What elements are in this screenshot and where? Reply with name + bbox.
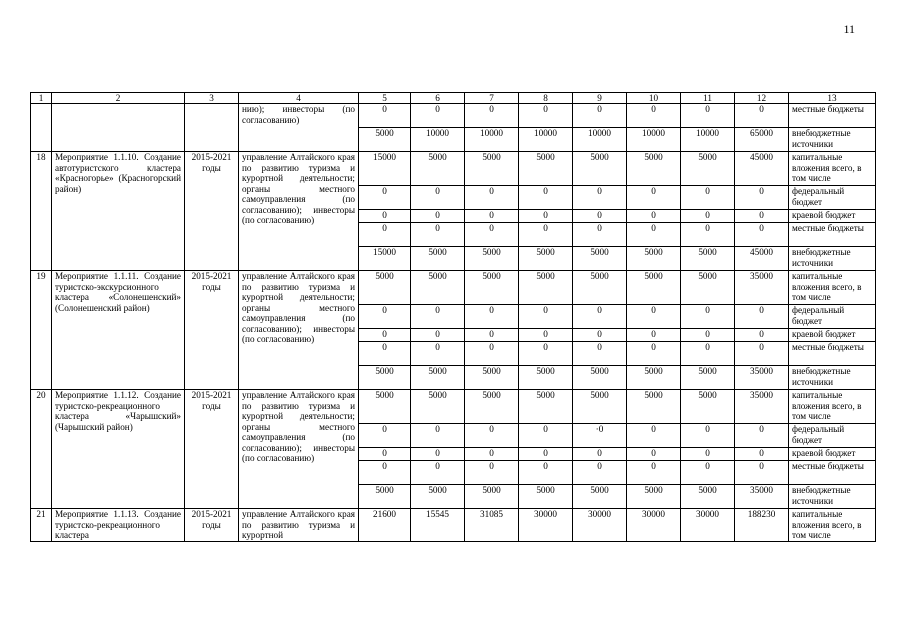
value-cell: 0	[359, 186, 411, 210]
value-cell: 0	[627, 329, 681, 342]
value-cell: ·0	[573, 424, 627, 448]
value-cell: 10000	[519, 128, 573, 152]
value-cell: 0	[411, 210, 465, 223]
org-cell: управление Алтайского края по развитию туризма и курортной деятельности; органы местного самоуправления (по согласованию); инвесторы (по согласованию)	[239, 152, 359, 271]
source-cell: капитальные вложения всего, в том числе	[789, 390, 876, 424]
value-cell: 0	[627, 342, 681, 366]
value-cell: 0	[627, 223, 681, 247]
source-cell: капитальные вложения всего, в том числе	[789, 271, 876, 305]
header-cell: 8	[519, 93, 573, 104]
value-cell: 45000	[735, 247, 789, 271]
source-cell: внебюджетные источники	[789, 247, 876, 271]
header-cell: 3	[185, 93, 239, 104]
value-cell: 5000	[359, 366, 411, 390]
table-row	[31, 509, 876, 542]
header-cell: 5	[359, 93, 411, 104]
value-cell: 0	[359, 104, 411, 128]
value-cell: 0	[359, 329, 411, 342]
value-cell: 0	[359, 448, 411, 461]
value-cell: 0	[681, 448, 735, 461]
value-cell: 0	[519, 223, 573, 247]
value-cell: 35000	[735, 485, 789, 509]
value-cell: 0	[519, 342, 573, 366]
value-cell: 45000	[735, 152, 789, 186]
years-cell: 2015-2021 годы	[185, 509, 239, 542]
value-cell: 0	[627, 424, 681, 448]
value-cell: 0	[411, 329, 465, 342]
org-cell: нию); инвесторы (по согласованию)	[239, 104, 359, 152]
value-cell: 0	[573, 223, 627, 247]
value-cell: 0	[573, 448, 627, 461]
value-cell: 0	[735, 424, 789, 448]
value-cell: 5000	[465, 247, 519, 271]
value-cell: 10000	[681, 128, 735, 152]
value-cell: 0	[681, 342, 735, 366]
value-cell: 5000	[411, 271, 465, 305]
title-cell: Мероприятие 1.1.11. Создание туристско-экскурсионного кластера «Солонешенский» (Солонешенский район)	[52, 271, 185, 390]
row-number-cell	[31, 104, 52, 152]
source-cell: федеральный бюджет	[789, 186, 876, 210]
table-row	[31, 271, 876, 305]
value-cell: 0	[411, 223, 465, 247]
value-cell: 0	[519, 448, 573, 461]
value-cell: 10000	[627, 128, 681, 152]
source-cell: внебюджетные источники	[789, 366, 876, 390]
value-cell: 35000	[735, 390, 789, 424]
value-cell: 5000	[573, 366, 627, 390]
title-cell	[52, 104, 185, 152]
value-cell: 5000	[465, 366, 519, 390]
years-cell: 2015-2021 годы	[185, 152, 239, 271]
header-cell: 7	[465, 93, 519, 104]
header-cell: 4	[239, 93, 359, 104]
value-cell: 0	[735, 223, 789, 247]
header-cell: 1	[31, 93, 52, 104]
value-cell: 15000	[359, 247, 411, 271]
source-cell: федеральный бюджет	[789, 305, 876, 329]
value-cell: 0	[465, 305, 519, 329]
value-cell: 0	[465, 223, 519, 247]
value-cell: 21600	[359, 509, 411, 542]
source-cell: местные бюджеты	[789, 342, 876, 366]
source-cell: капитальные вложения всего, в том числе	[789, 152, 876, 186]
source-cell: местные бюджеты	[789, 461, 876, 485]
value-cell: 10000	[465, 128, 519, 152]
value-cell: 5000	[681, 366, 735, 390]
value-cell: 0	[681, 305, 735, 329]
value-cell: 5000	[519, 390, 573, 424]
value-cell: 0	[735, 210, 789, 223]
org-cell: управление Алтайского края по развитию туризма и курортной	[239, 509, 359, 542]
value-cell: 0	[359, 461, 411, 485]
value-cell: 5000	[681, 485, 735, 509]
value-cell: 0	[411, 104, 465, 128]
value-cell: 35000	[735, 271, 789, 305]
value-cell: 0	[519, 424, 573, 448]
years-cell: 2015-2021 годы	[185, 271, 239, 390]
years-cell	[185, 104, 239, 152]
org-cell: управление Алтайского края по развитию туризма и курортной деятельности; органы местного самоуправления (по согласованию); инвесторы (по согласованию)	[239, 390, 359, 509]
value-cell: 5000	[627, 390, 681, 424]
value-cell: 5000	[681, 390, 735, 424]
value-cell: 0	[735, 305, 789, 329]
header-row	[31, 93, 876, 104]
value-cell: 31085	[465, 509, 519, 542]
value-cell: 0	[735, 461, 789, 485]
source-cell: краевой бюджет	[789, 329, 876, 342]
value-cell: 5000	[465, 271, 519, 305]
years-cell: 2015-2021 годы	[185, 390, 239, 509]
value-cell: 5000	[573, 271, 627, 305]
value-cell: 0	[573, 210, 627, 223]
value-cell: 0	[627, 104, 681, 128]
header-cell: 13	[789, 93, 876, 104]
value-cell: 5000	[411, 390, 465, 424]
source-cell: внебюджетные источники	[789, 128, 876, 152]
value-cell: 10000	[411, 128, 465, 152]
value-cell: 5000	[519, 271, 573, 305]
table-row	[31, 104, 876, 128]
value-cell: 5000	[359, 128, 411, 152]
value-cell: 188230	[735, 509, 789, 542]
value-cell: 5000	[411, 366, 465, 390]
source-cell: федеральный бюджет	[789, 424, 876, 448]
title-cell: Мероприятие 1.1.10. Создание автотуристского кластера «Красногорье» (Красногорский район)	[52, 152, 185, 271]
value-cell: 0	[359, 305, 411, 329]
value-cell: 0	[411, 342, 465, 366]
value-cell: 0	[573, 461, 627, 485]
value-cell: 0	[519, 186, 573, 210]
value-cell: 5000	[465, 485, 519, 509]
value-cell: 5000	[573, 247, 627, 271]
value-cell: 0	[627, 210, 681, 223]
value-cell: 0	[681, 329, 735, 342]
header-cell: 9	[573, 93, 627, 104]
value-cell: 65000	[735, 128, 789, 152]
value-cell: 0	[681, 461, 735, 485]
budget-table	[30, 92, 876, 542]
row-number-cell: 19	[31, 271, 52, 390]
value-cell: 30000	[681, 509, 735, 542]
value-cell: 5000	[681, 152, 735, 186]
value-cell: 5000	[627, 485, 681, 509]
value-cell: 5000	[465, 152, 519, 186]
source-cell: капитальные вложения всего, в том числе	[789, 509, 876, 542]
value-cell: 0	[465, 461, 519, 485]
value-cell: 5000	[627, 366, 681, 390]
title-cell: Мероприятие 1.1.13. Создание туристско-рекреационного кластера	[52, 509, 185, 542]
value-cell: 0	[519, 305, 573, 329]
title-cell: Мероприятие 1.1.12. Создание туристско-рекреационного кластера «Чарышский» (Чарышский район)	[52, 390, 185, 509]
header-cell: 10	[627, 93, 681, 104]
value-cell: 5000	[411, 152, 465, 186]
source-cell: местные бюджеты	[789, 104, 876, 128]
value-cell: 0	[465, 104, 519, 128]
value-cell: 30000	[627, 509, 681, 542]
value-cell: 5000	[519, 366, 573, 390]
header-cell: 6	[411, 93, 465, 104]
value-cell: 0	[519, 104, 573, 128]
header-cell: 12	[735, 93, 789, 104]
header-cell: 2	[52, 93, 185, 104]
value-cell: 5000	[627, 247, 681, 271]
row-number-cell: 20	[31, 390, 52, 509]
source-cell: внебюджетные источники	[789, 485, 876, 509]
value-cell: 15545	[411, 509, 465, 542]
source-cell: местные бюджеты	[789, 223, 876, 247]
value-cell: 0	[627, 448, 681, 461]
value-cell: 0	[411, 305, 465, 329]
value-cell: 0	[681, 210, 735, 223]
source-cell: краевой бюджет	[789, 210, 876, 223]
value-cell: 5000	[573, 485, 627, 509]
value-cell: 0	[465, 342, 519, 366]
row-number-cell: 21	[31, 509, 52, 542]
value-cell: 0	[681, 104, 735, 128]
value-cell: 30000	[519, 509, 573, 542]
value-cell: 0	[627, 186, 681, 210]
value-cell: 5000	[519, 152, 573, 186]
org-cell: управление Алтайского края по развитию туризма и курортной деятельности; органы местного самоуправления (по согласованию); инвесторы (по согласованию)	[239, 271, 359, 390]
value-cell: 0	[465, 329, 519, 342]
value-cell: 0	[359, 223, 411, 247]
value-cell: 15000	[359, 152, 411, 186]
value-cell: 0	[519, 461, 573, 485]
table-row	[31, 390, 876, 424]
value-cell: 0	[465, 448, 519, 461]
value-cell: 0	[411, 461, 465, 485]
value-cell: 5000	[519, 485, 573, 509]
value-cell: 10000	[573, 128, 627, 152]
row-number-cell: 18	[31, 152, 52, 271]
value-cell: 0	[519, 329, 573, 342]
value-cell: 5000	[465, 390, 519, 424]
table-row	[31, 152, 876, 186]
value-cell: 0	[465, 424, 519, 448]
value-cell: 5000	[359, 271, 411, 305]
value-cell: 0	[573, 186, 627, 210]
value-cell: 5000	[359, 390, 411, 424]
value-cell: 5000	[573, 390, 627, 424]
page-number: 11	[843, 22, 855, 36]
value-cell: 0	[519, 210, 573, 223]
value-cell: 0	[573, 329, 627, 342]
value-cell: 0	[359, 424, 411, 448]
value-cell: 0	[359, 342, 411, 366]
value-cell: 0	[573, 342, 627, 366]
value-cell: 0	[627, 461, 681, 485]
value-cell: 0	[573, 104, 627, 128]
value-cell: 30000	[573, 509, 627, 542]
value-cell: 5000	[627, 271, 681, 305]
value-cell: 0	[681, 186, 735, 210]
value-cell: 0	[735, 104, 789, 128]
value-cell: 5000	[681, 247, 735, 271]
value-cell: 35000	[735, 366, 789, 390]
value-cell: 0	[573, 305, 627, 329]
value-cell: 5000	[681, 271, 735, 305]
value-cell: 5000	[411, 485, 465, 509]
value-cell: 0	[359, 210, 411, 223]
header-cell: 11	[681, 93, 735, 104]
value-cell: 0	[465, 186, 519, 210]
value-cell: 0	[465, 210, 519, 223]
value-cell: 0	[627, 305, 681, 329]
value-cell: 0	[681, 424, 735, 448]
value-cell: 5000	[573, 152, 627, 186]
value-cell: 5000	[627, 152, 681, 186]
value-cell: 0	[411, 424, 465, 448]
source-cell: краевой бюджет	[789, 448, 876, 461]
value-cell: 5000	[519, 247, 573, 271]
value-cell: 0	[681, 223, 735, 247]
value-cell: 0	[735, 448, 789, 461]
value-cell: 0	[735, 329, 789, 342]
value-cell: 0	[735, 342, 789, 366]
value-cell: 0	[411, 186, 465, 210]
value-cell: 0	[735, 186, 789, 210]
value-cell: 5000	[359, 485, 411, 509]
value-cell: 0	[411, 448, 465, 461]
value-cell: 5000	[411, 247, 465, 271]
